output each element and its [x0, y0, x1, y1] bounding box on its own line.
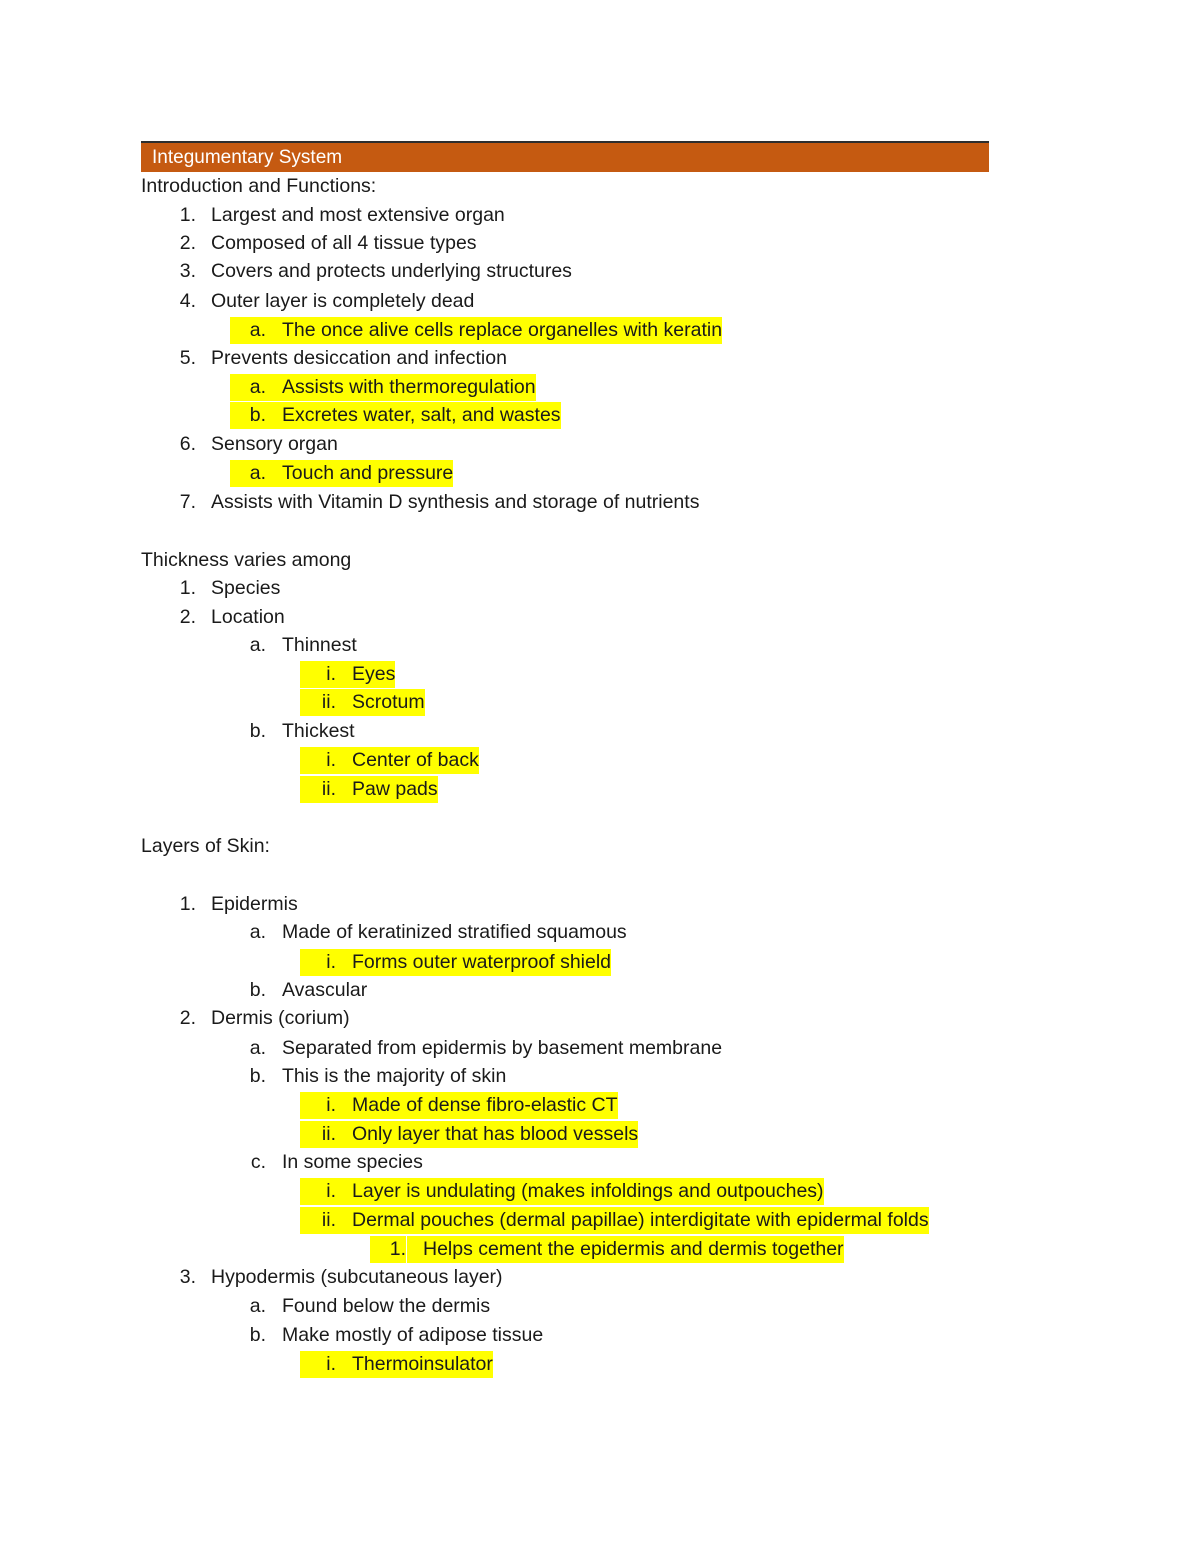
- section-heading-intro: Introduction and Functions:: [141, 175, 377, 197]
- section-heading-layers: Layers of Skin:: [141, 835, 270, 857]
- section-heading-thickness: Thickness varies among: [141, 549, 352, 571]
- page-title: Integumentary System: [152, 147, 343, 168]
- document-page: Integumentary System Introduction and Functions: 1. Largest and most extensive organ 2. Composed of all 4 tissue types 3. Covers and protects underlying structures 4. Outer layer is completely dead a. The once alive cells replace organelles with keratin 5. Prevents desiccation and infection a. Assists with thermoregulation b. Excretes water, salt, and wastes 6. Sensory organ a. Touch and pressure 7. Assists with Vitamin D synthesis and storage of nutrients Thickness varies among 1. Species 2. Location a. Thinnest i. Eyes ii. Scrotum b. Thickest i. Center of back ii. Paw pads Layers of Skin: 1. Epidermis a. Made of keratinized stratified squamous i. Forms outer waterproof shield b. Avascular 2. Dermis (corium) a. Separated from epidermis by basement membrane b. This is the majority of skin i. Made of dense fibro-elastic CT ii. Only layer that has blood vessels c. In some species i. Layer is undulating (makes infoldings and outpouches) ii. Dermal pouches (dermal papillae) interdigitate with epidermal folds 1. Helps cement the epidermis and dermis together 3. Hypodermis (subcutaneous layer) a. Found below the dermis b. Make mostly of adipose tissue i. Thermoinsulator: [0, 0, 1200, 1553]
- title-bar: [141, 141, 989, 172]
